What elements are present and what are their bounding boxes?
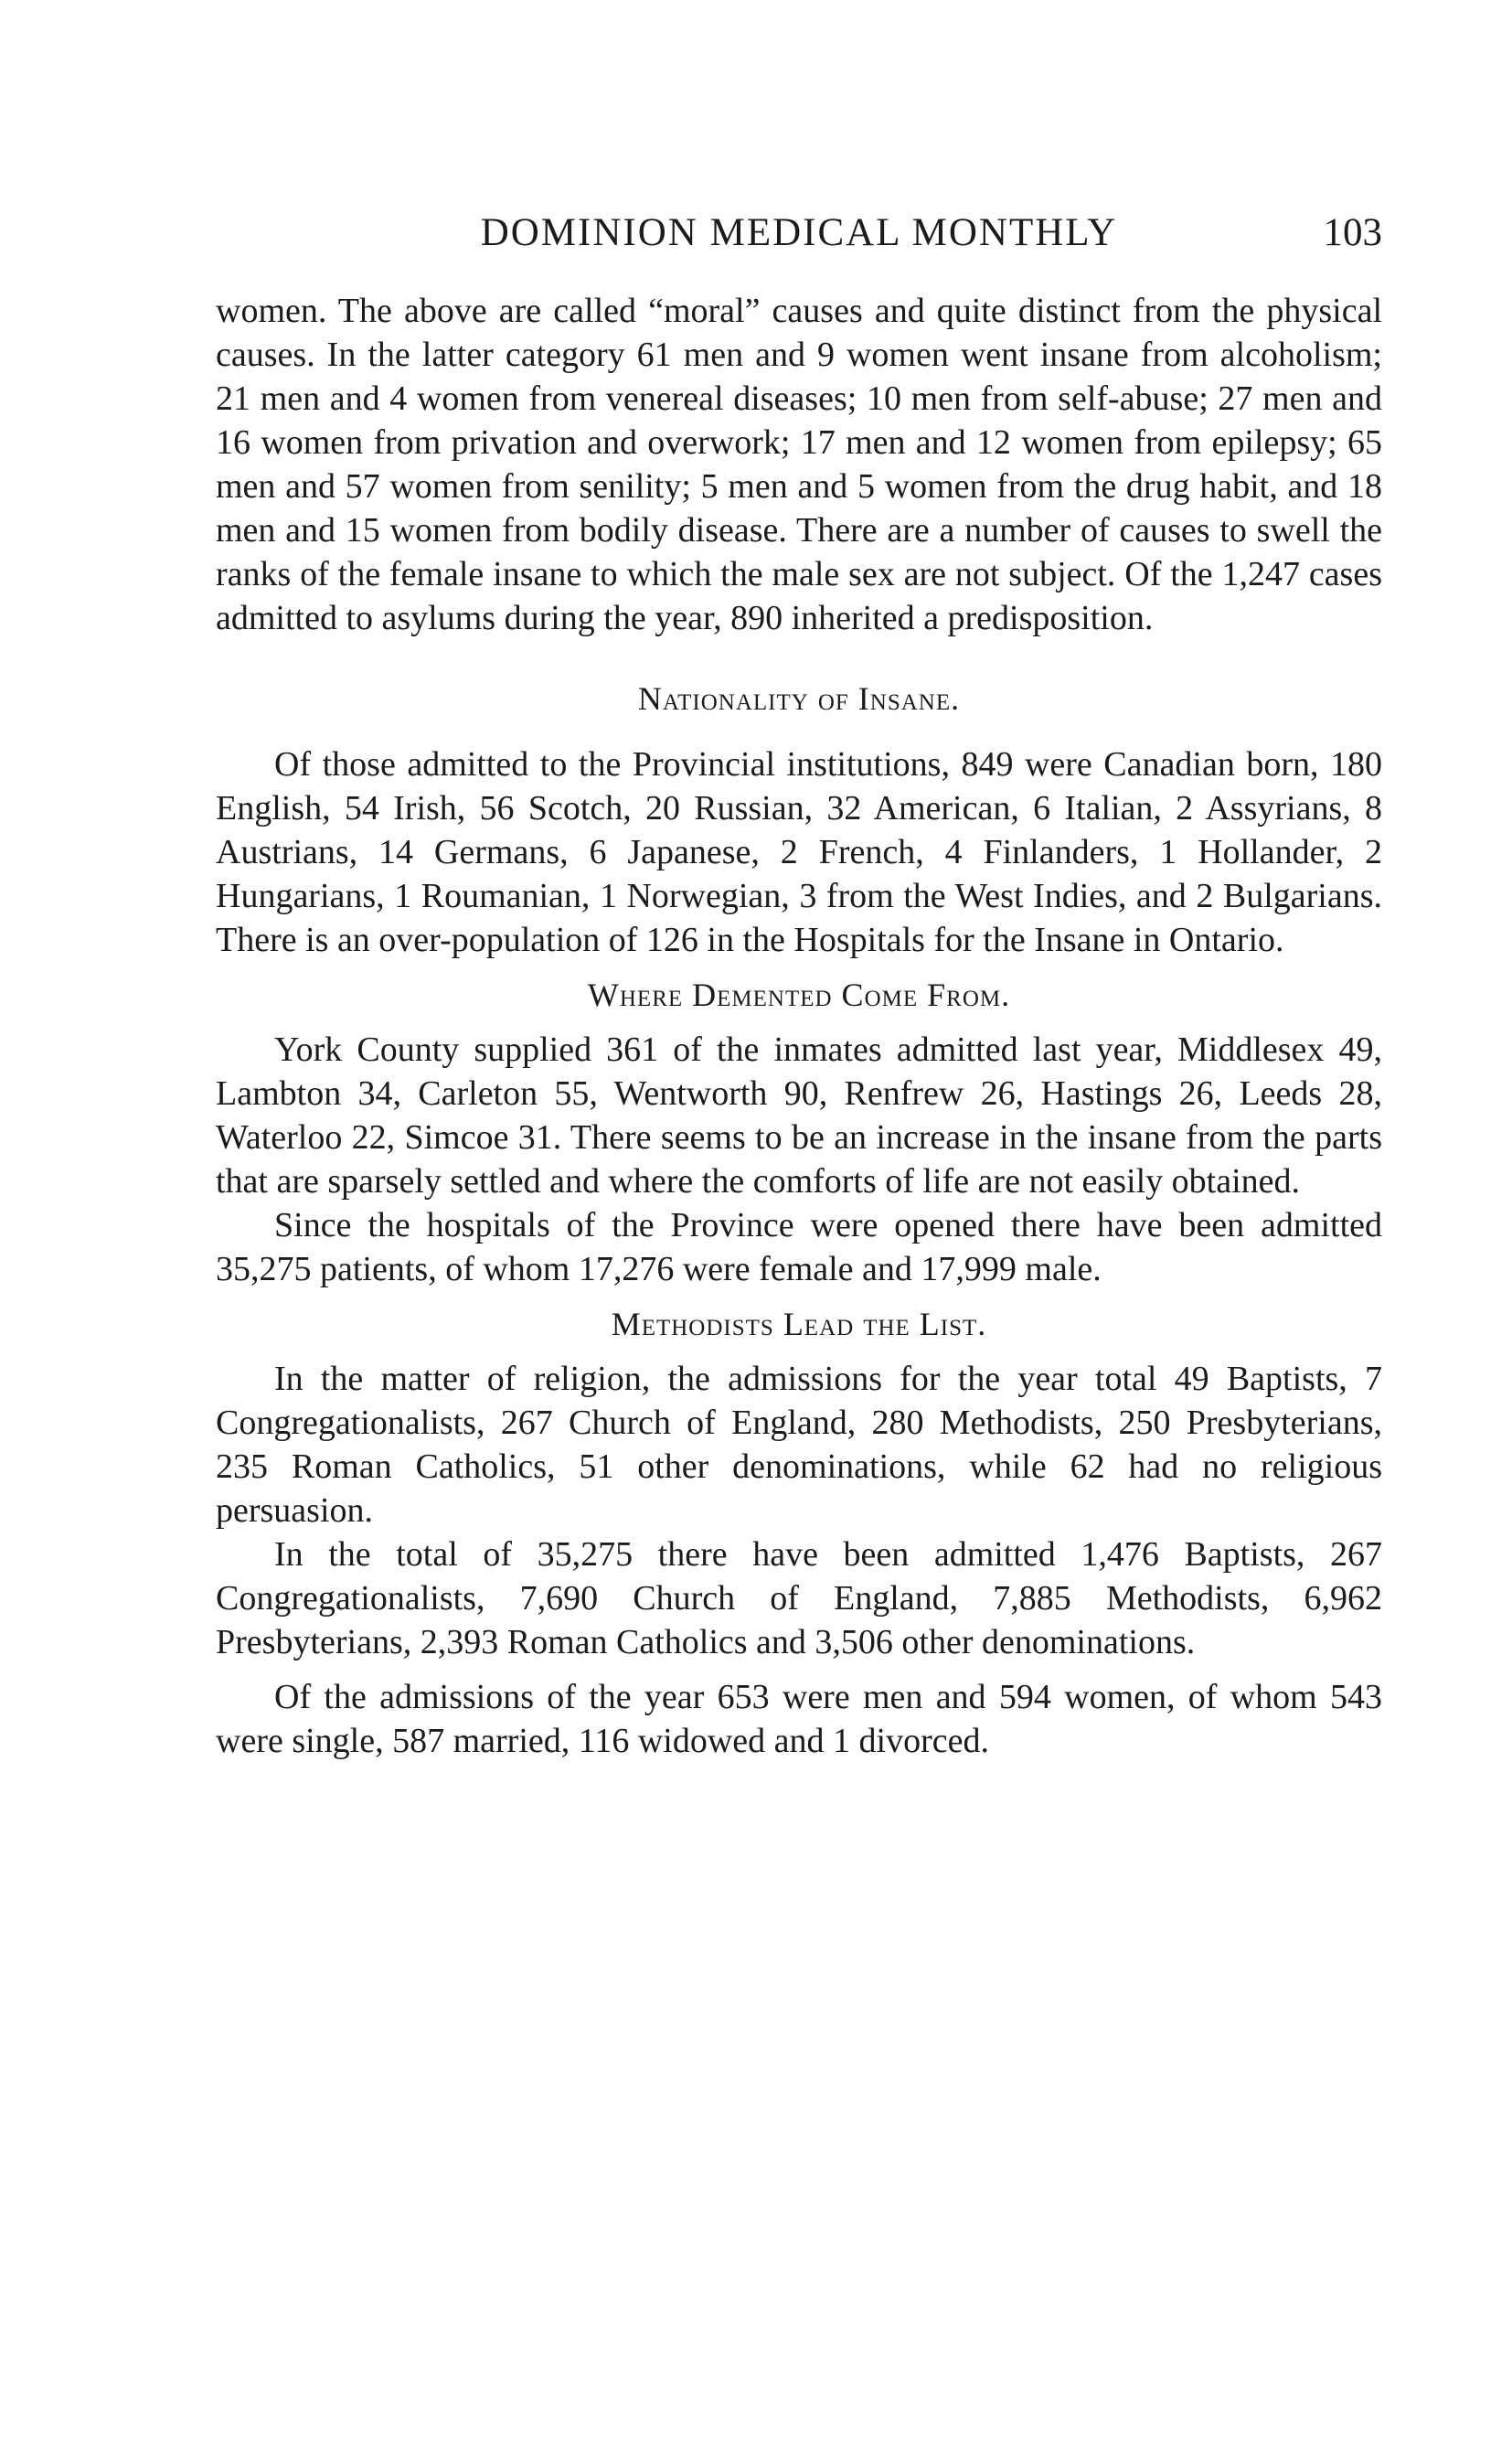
paragraph-religion-year: In the matter of religion, the admissions for the year total 49 Baptists, 7 Congregationalists, 267 Church of England, 280 Methodists, 250 Presbyterians, 235 Roman Catholics, 51 other denominations, while 62 had no religious persuasion. (216, 1360, 1382, 1530)
paragraph-counties: York County supplied 361 of the inmates admitted last year, Middlesex 49, Lambton 34, Carleton 55, Wentworth 90, Renfrew 26, Hastings 26, Leeds 28, Waterloo 22, Simcoe 31. There seems to be an increase in the insane from the parts that are sparsely settled and where the comforts of life are not easily obtained. (216, 1030, 1382, 1201)
heading-where-from: Where Demented Come From. (587, 977, 1011, 1013)
running-title: DOMINION MEDICAL MONTHLY (480, 211, 1118, 254)
paragraph-religion-total: In the total of 35,275 there have been admitted 1,476 Baptists, 267 Congregationalists, 7,690 Church of England, 7,885 Methodists, 6,962 Presbyterians, 2,393 Roman Catholics and 3,506 other denominations. (216, 1535, 1382, 1661)
paragraph-total-admitted: Since the hospitals of the Province were opened there have been admitted 35,275 patients, of whom 17,276 were female and 17,999 male. (216, 1206, 1382, 1288)
page-header (216, 207, 1382, 258)
heading-religion: Methodists Lead the List. (611, 1306, 987, 1342)
article-body (216, 289, 1382, 1763)
heading-nationality: Nationality of Insane. (637, 680, 961, 717)
paragraph-nationality: Of those admitted to the Provincial institutions, 849 were Canadian born, 180 English, 54 Irish, 56 Scotch, 20 Russian, 32 American, 6 Italian, 2 Assyrians, 8 Austrians, 14 Germans, 6 Japanese, 2 French, 4 Finlanders, 1 Hollander, 2 Hungarians, 1 Roumanian, 1 Norwegian, 3 from the West Indies, and 2 Bulgarians. There is an over-population of 126 in the Hospitals for the Insane in Ontario. (216, 745, 1382, 959)
paragraph-moral-causes: women. The above are called “moral” causes and quite distinct from the physical causes. In the latter category 61 men and 9 women went insane from alcoholism; 21 men and 4 women from venereal diseases; 10 men from self-abuse; 27 men and 16 women from privation and overwork; 17 men and 12 women from epilepsy; 65 men and 57 women from senility; 5 men and 5 women from the drug habit, and 18 men and 15 women from bodily disease. There are a number of causes to swell the ranks of the female insane to which the male sex are not subject. Of the 1,247 cases admitted to asylums during the year, 890 inherited a predisposition. (216, 292, 1382, 637)
page-number: 103 (1323, 211, 1382, 254)
paragraph-marital-status: Of the admissions of the year 653 were men and 594 women, of whom 543 were single, 587 married, 116 widowed and 1 divorced. (216, 1678, 1382, 1760)
